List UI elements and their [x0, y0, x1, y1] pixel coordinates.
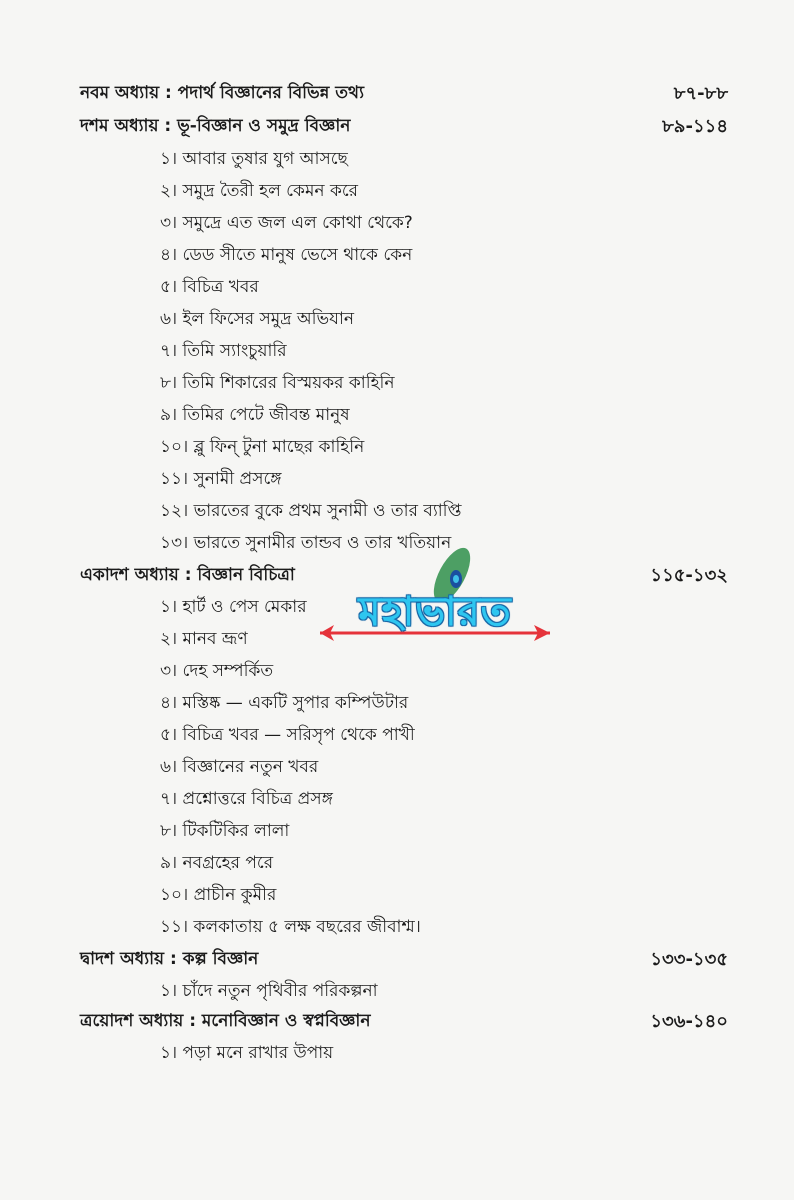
chapter-pages: ১৩৬-১৪০	[650, 1011, 728, 1032]
toc-item-label: ৯। নবগ্রহের পরে	[160, 853, 274, 873]
toc-item-label: ১০। ব্লু ফিন্ টুনা মাছের কাহিনি	[160, 437, 365, 457]
toc-item	[0, 686, 794, 718]
chapter-title: একাদশ অধ্যায় : বিজ্ঞান বিচিত্রা	[80, 565, 295, 585]
chapter-title: দ্বাদশ অধ্যায় : কল্প বিজ্ঞান	[80, 949, 259, 969]
toc-item-label: ৬। ইল ফিসের সমুদ্র অভিযান	[160, 309, 355, 329]
toc-item	[0, 238, 794, 270]
toc-chapter-13	[0, 1004, 794, 1036]
chapter-title: নবম অধ্যায় : পদার্থ বিজ্ঞানের বিভিন্ন তথ্য	[80, 83, 365, 103]
toc-item-label: ৩। দেহ সম্পর্কিত	[160, 661, 274, 681]
watermark-text: মহাভারত	[358, 589, 512, 635]
toc-item-label: ১০। প্রাচীন কুমীর	[160, 885, 277, 905]
toc-item-label: ১। পড়া মনে রাখার উপায়	[160, 1043, 334, 1063]
toc-item-label: ১। হার্ট ও পেস মেকার	[160, 597, 307, 617]
toc-item-label: ১১। কলকাতায় ৫ লক্ষ বছরের জীবাশ্ম।	[160, 917, 421, 937]
toc-item-label: ২। মানব ভ্রূণ	[160, 629, 248, 649]
chapter-pages: ১৩৩-১৩৫	[650, 949, 728, 970]
toc-item-label: ৬। বিজ্ঞানের নতুন খবর	[160, 757, 319, 777]
toc-item	[0, 974, 794, 1006]
toc-item-label: ৫। বিচিত্র খবর — সরিসৃপ থেকে পাখী	[160, 725, 415, 745]
toc-item	[0, 302, 794, 334]
toc-item	[0, 142, 794, 174]
chapter-pages: ১১৫-১৩২	[650, 565, 728, 586]
toc-item	[0, 334, 794, 366]
toc-item	[0, 878, 794, 910]
toc-item	[0, 398, 794, 430]
toc-item-label: ৭। তিমি স্যাংচুয়ারি	[160, 341, 287, 361]
toc-item	[0, 718, 794, 750]
toc-item-label: ১। আবার তুষার যুগ আসছে	[160, 149, 348, 169]
toc-item-label: ৭। প্রশ্নোত্তরে বিচিত্র প্রসঙ্গ	[160, 789, 333, 809]
toc-item-label: ৪। ডেড সীতে মানুষ ভেসে থাকে কেন	[160, 245, 413, 265]
chapter-pages: ৮৯-১১৪	[662, 116, 728, 137]
watermark-logo	[310, 535, 560, 675]
toc-item	[0, 910, 794, 942]
toc-item-label: ৫। বিচিত্র খবর	[160, 277, 259, 297]
toc-item	[0, 814, 794, 846]
toc-item-label: ১৩। ভারতে সুনামীর তান্ডব ও তার খতিয়ান	[160, 533, 452, 553]
chapter-title: ত্রয়োদশ অধ্যায় : মনোবিজ্ঞান ও স্বপ্নবিজ্ঞান	[80, 1011, 371, 1031]
toc-item-label: ৮। টিকটিকির লালা	[160, 821, 290, 841]
toc-item	[0, 750, 794, 782]
toc-chapter-10	[0, 109, 794, 141]
toc-chapter-9	[0, 76, 794, 108]
chapter-pages: ৮৭-৮৮	[673, 83, 728, 104]
toc-item-label: ১১। সুনামী প্রসঙ্গে	[160, 469, 282, 489]
chapter-title: দশম অধ্যায় : ভূ-বিজ্ঞান ও সমুদ্র বিজ্ঞান	[80, 116, 351, 136]
toc-item	[0, 366, 794, 398]
toc-item	[0, 782, 794, 814]
toc-item	[0, 270, 794, 302]
toc-item	[0, 462, 794, 494]
toc-item	[0, 174, 794, 206]
toc-item-label: ১। চাঁদে নতুন পৃথিবীর পরিকল্পনা	[160, 981, 378, 1001]
toc-item	[0, 430, 794, 462]
toc-item-label: ৪। মস্তিষ্ক — একটি সুপার কম্পিউটার	[160, 693, 409, 713]
toc-item	[0, 494, 794, 526]
toc-item-label: ২। সমুদ্র তৈরী হল কেমন করে	[160, 181, 359, 201]
toc-item-label: ৯। তিমির পেটে জীবন্ত মানুষ	[160, 405, 350, 425]
toc-chapter-12	[0, 942, 794, 974]
toc-item-label: ৩। সমুদ্রে এত জল এল কোথা থেকে?	[160, 213, 413, 233]
toc-item	[0, 1036, 794, 1068]
toc-item	[0, 206, 794, 238]
toc-item-label: ৮। তিমি শিকারের বিস্ময়কর কাহিনি	[160, 373, 395, 393]
toc-item-label: ১২। ভারতের বুকে প্রথম সুনামী ও তার ব্যাপ্তি	[160, 501, 462, 521]
toc-item	[0, 846, 794, 878]
